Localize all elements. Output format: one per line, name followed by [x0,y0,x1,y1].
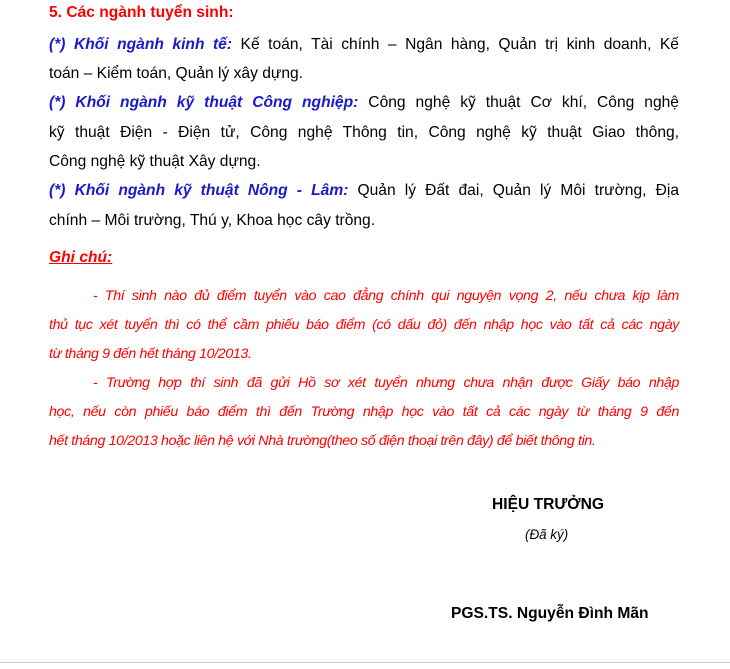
group-industrial-majors-part-3: Công nghệ kỹ thuật Xây dựng. [49,153,261,170]
note-p1-line-3: từ tháng 9 đến hết tháng 10/2013. [49,346,252,362]
note-p2-line-3: hết tháng 10/2013 hoặc liên hệ với Nhà trường(theo số điện thoại trên đây) để biết thông tin. [49,433,596,449]
note-p2-line-2: học, nếu còn phiếu báo điểm thì đến Trường nhập học vào tất cả các ngày từ tháng 9 đến [49,404,679,420]
group-agroforestry-line-1 [49,182,679,200]
note-p2-line-1-wrap [93,375,679,391]
note-p2-line-2-wrap [49,404,679,420]
group-economics-majors-part-2: toán – Kiểm toán, Quản lý xây dựng. [49,65,304,82]
group-industrial-text-1 [49,94,679,112]
note-p2-line-1: - Trường hợp thí sinh đã gửi Hồ sơ xét tuyển nhưng chưa nhận được Giấy báo nhập [93,375,679,391]
group-economics-label: (*) Khối ngành kinh tế: [49,36,233,53]
group-industrial-label: (*) Khối ngành kỹ thuật Công nghiệp: [49,94,359,111]
group-agroforestry-majors-part-2: chính – Môi trường, Thú y, Khoa học cây trồng. [49,212,376,229]
group-industrial-line-1 [49,94,679,112]
group-economics-line-1 [49,36,679,54]
signature-signed-note: (Đã ký) [525,527,569,542]
group-economics-text-1 [49,36,679,54]
group-industrial-majors-part-1: Công nghệ kỹ thuật Cơ khí, Công nghệ [358,94,679,111]
group-industrial-majors-part-2: kỹ thuật Điện - Điện tử, Công nghệ Thông tin, Công nghệ kỹ thuật Giao thông, [49,124,679,141]
group-agroforestry-majors-part-1: Quản lý Đất đai, Quản lý Môi trường, Địa [348,182,679,199]
group-industrial-line-2 [49,124,679,142]
group-agroforestry-text-1 [49,182,679,200]
note-p1-line-1-wrap [93,288,679,304]
note-p1-line-1: - Thí sinh nào đủ điểm tuyển vào cao đẳng chính qui nguyện vọng 2, nếu chưa kịp làm [93,288,679,304]
group-agroforestry-label: (*) Khối ngành kỹ thuật Nông - Lâm: [49,182,349,199]
signature-title: HIỆU TRƯỞNG [492,496,605,513]
page-bottom-edge [0,662,730,663]
note-p1-line-2-wrap [49,317,679,333]
note-title: Ghi chú: [49,249,113,266]
signature-name: PGS.TS. Nguyễn Đình Mãn [451,605,649,622]
note-p1-line-2: thủ tục xét tuyển thì có thể cầm phiếu báo điểm (có dấu đỏ) đến nhập học vào tất cả các ngày [49,317,679,333]
section-heading: 5. Các ngành tuyển sinh: [49,4,234,21]
group-economics-majors-part-1: Kế toán, Tài chính – Ngân hàng, Quản trị kinh doanh, Kế [232,36,679,53]
